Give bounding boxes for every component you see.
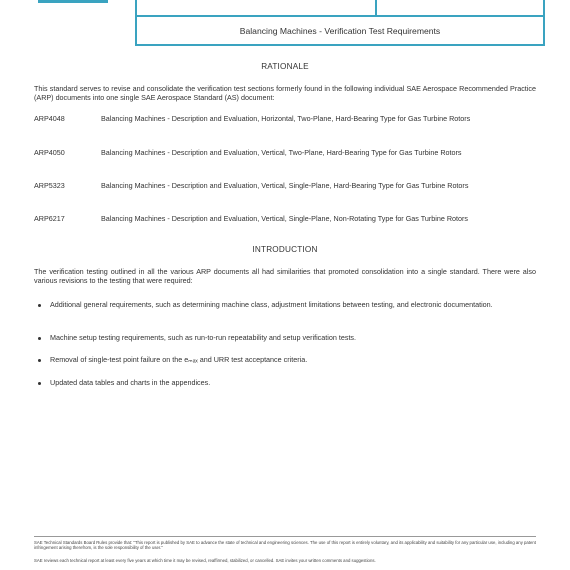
header-accent-bar [38, 0, 108, 3]
bullet-marker [38, 359, 41, 362]
bullet-item: Updated data tables and charts in the appendices. [50, 378, 211, 387]
header-column-divider [375, 0, 377, 17]
bullet-marker [38, 382, 41, 385]
header-box [135, 0, 545, 46]
reference-description: Balancing Machines - Description and Evaluation, Horizontal, Two-Plane, Hard-Bearing Type for Gas Turbine Rotors [101, 114, 471, 123]
footer-divider [34, 536, 536, 537]
reference-description: Balancing Machines - Description and Evaluation, Vertical, Single-Plane, Non-Rotating Type for Gas Turbine Rotors [101, 214, 469, 223]
reference-code: ARP4048 [34, 114, 65, 123]
rationale-heading: RATIONALE [261, 62, 309, 71]
reference-code: ARP5323 [34, 181, 65, 190]
bullet-marker [38, 304, 41, 307]
rationale-intro: This standard serves to revise and consolidate the verification test sections formerly found in the following individual SAE Aerospace Recommended Practice (ARP) documents into one single SAE Aerospace Standard (AS) document: [34, 84, 536, 103]
reference-description: Balancing Machines - Description and Evaluation, Vertical, Two-Plane, Hard-Bearing Type for Gas Turbine Rotors [101, 148, 462, 157]
header-top-row [137, 0, 543, 17]
footer-review-notice: SAE reviews each technical report at least every five years at which time it may be revised, reaffirmed, stabilized, or cancelled. SAE invites your written comments and suggestions. [34, 558, 376, 563]
document-title: Balancing Machines - Verification Test Requirements [239, 26, 441, 36]
reference-description: Balancing Machines - Description and Evaluation, Vertical, Single-Plane, Hard-Bearing Type for Gas Turbine Rotors [101, 181, 469, 190]
reference-code: ARP4050 [34, 148, 65, 157]
introduction-heading: INTRODUCTION [252, 245, 318, 254]
reference-code: ARP6217 [34, 214, 65, 223]
introduction-body: The verification testing outlined in all the various ARP documents all had similarities that promoted consolidation into a single standard. There were also various revisions to the testing that were required: [34, 267, 536, 286]
footer-disclaimer: SAE Technical Standards Board Rules provide that: "This report is published by SAE to advance the state of technical and engineering sciences. The use of this report is entirely voluntary, and its applicability and suitability for any particular use, including any patent infringement arising therefrom, is the sole responsibility of the user." [34, 540, 536, 551]
bullet-item: Removal of single-test point failure on the eₘₐₓ and URR test acceptance criteria. [50, 355, 308, 364]
bullet-item: Additional general requirements, such as determining machine class, adjustment limitations between testing, and electronic documentation. [50, 300, 493, 309]
bullet-item: Machine setup testing requirements, such as run-to-run repeatability and setup verification tests. [50, 333, 357, 342]
bullet-marker [38, 337, 41, 340]
